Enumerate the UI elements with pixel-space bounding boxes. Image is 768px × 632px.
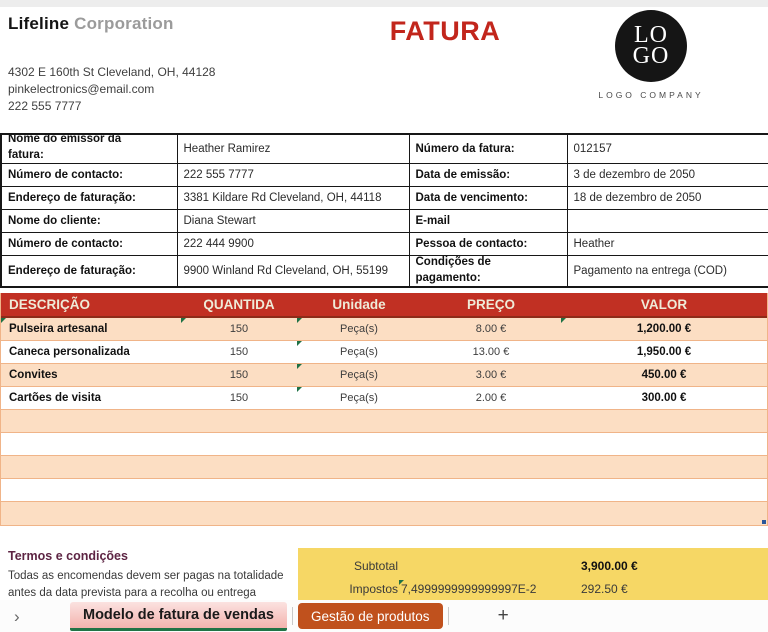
detail-value-due-date[interactable]: 18 de dezembro de 2050: [567, 187, 768, 210]
detail-label-invoice-number[interactable]: Número da fatura:: [409, 134, 567, 164]
tab-modelo-de-fatura-de-vendas[interactable]: Modelo de fatura de vendas: [70, 602, 287, 631]
product-description-cell[interactable]: [1, 318, 181, 340]
detail-value-invoice-number[interactable]: 012157: [567, 134, 768, 164]
product-unit-cell[interactable]: [297, 387, 421, 409]
product-value-cell[interactable]: [561, 387, 767, 409]
products-header-row: [1, 293, 767, 318]
product-quantity: 150: [229, 369, 249, 381]
detail-value-issue-date[interactable]: 3 de dezembro de 2050: [567, 164, 768, 187]
detail-value-payment-terms[interactable]: Pagamento na entrega (COD): [567, 256, 768, 288]
product-value-cell[interactable]: [561, 364, 767, 386]
empty-product-row[interactable]: [1, 456, 767, 479]
product-value-cell[interactable]: [561, 318, 767, 340]
error-triangle-icon: [181, 318, 186, 323]
product-description-cell[interactable]: [1, 387, 181, 409]
product-quantity: 150: [229, 392, 249, 404]
terms-line-1: Todas as encomendas devem ser pagas na totalidade: [8, 570, 284, 582]
detail-label-issue-date[interactable]: Data de emissão:: [409, 164, 567, 187]
header-unidade[interactable]: Unidade: [332, 297, 386, 312]
product-value: 1,950.00 €: [636, 346, 692, 358]
company-email: pinkelectronics@email.com: [8, 82, 155, 96]
error-triangle-icon: [297, 318, 302, 323]
detail-label-issuer[interactable]: Nome do emissor da fatura:: [1, 134, 177, 164]
products-table: [0, 293, 768, 526]
invoice-title[interactable]: FATURA: [389, 16, 501, 46]
tax-label[interactable]: Impostos: [349, 581, 398, 596]
detail-label-issuer-address[interactable]: Endereço de faturação:: [1, 187, 177, 210]
error-triangle-icon: [561, 318, 566, 323]
empty-product-row[interactable]: [1, 479, 767, 502]
product-quantity: 150: [229, 346, 249, 358]
product-price-cell[interactable]: [421, 318, 561, 340]
logo-circle-icon: [615, 10, 687, 82]
product-value: 1,200.00 €: [636, 323, 692, 335]
product-description: Pulseira artesanal: [9, 323, 108, 335]
error-triangle-icon: [297, 341, 302, 346]
detail-value-email[interactable]: [567, 210, 768, 233]
company-address-block[interactable]: [8, 64, 215, 115]
product-unit-cell[interactable]: [297, 364, 421, 386]
error-triangle-icon: [399, 580, 404, 585]
product-price: 3.00 €: [475, 369, 507, 381]
product-description: Cartões de visita: [9, 392, 102, 404]
product-price: 8.00 €: [475, 323, 507, 335]
product-row: [1, 387, 767, 410]
tab-gestao-de-produtos[interactable]: Gestão de produtos: [298, 603, 443, 629]
product-row: [1, 341, 767, 364]
terms-heading: Termos e condições: [8, 549, 128, 563]
product-value: 450.00 €: [641, 369, 687, 381]
product-unit: Peça(s): [340, 392, 378, 404]
subtotal-row: [298, 554, 768, 577]
empty-product-row[interactable]: [1, 433, 767, 456]
sheet-nav-chevron-icon[interactable]: ›: [14, 606, 20, 626]
logo-text-line2: GO: [632, 43, 670, 69]
detail-label-issuer-phone[interactable]: Número de contacto:: [1, 164, 177, 187]
company-street: 4302 E 160th St Cleveland, OH, 44128: [8, 65, 216, 79]
product-price: 2.00 €: [475, 392, 507, 404]
detail-value-client-address[interactable]: 9900 Winland Rd Cleveland, OH, 55199: [177, 256, 409, 288]
terms-section[interactable]: [8, 549, 296, 602]
error-triangle-icon: [1, 318, 6, 323]
product-value: 300.00 €: [641, 392, 687, 404]
detail-value-client-name[interactable]: Diana Stewart: [177, 210, 409, 233]
detail-value-issuer-address[interactable]: 3381 Kildare Rd Cleveland, OH, 44118: [177, 187, 409, 210]
product-unit: Peça(s): [340, 369, 378, 381]
invoice-details-table: [0, 133, 768, 288]
detail-value-issuer-phone[interactable]: 222 555 7777: [177, 164, 409, 187]
empty-product-row[interactable]: [1, 502, 767, 525]
product-price-cell[interactable]: [421, 341, 561, 363]
tax-value[interactable]: 292.50 €: [581, 581, 628, 596]
product-quantity: 150: [229, 323, 249, 335]
product-price-cell[interactable]: [421, 387, 561, 409]
tax-rate-cell[interactable]: [398, 582, 581, 596]
detail-label-email[interactable]: E-mail: [409, 210, 567, 233]
header-preco[interactable]: PREÇO: [466, 297, 515, 312]
product-unit-cell[interactable]: [297, 341, 421, 363]
detail-value-client-phone[interactable]: 222 444 9900: [177, 233, 409, 256]
product-unit: Peça(s): [340, 346, 378, 358]
logo-text-line1: LO: [634, 22, 668, 48]
product-price: 13.00 €: [472, 346, 510, 358]
subtotal-value[interactable]: 3,900.00 €: [581, 558, 638, 573]
error-triangle-icon: [297, 364, 302, 369]
tax-rate: 7,4999999999999997E-2: [401, 581, 537, 596]
header-descricao[interactable]: DESCRIÇÃO: [9, 297, 91, 312]
sheet-tab-bar: [0, 600, 768, 632]
subtotal-label[interactable]: Subtotal: [353, 558, 398, 573]
product-description-cell[interactable]: [1, 364, 181, 386]
company-phone: 222 555 7777: [8, 99, 82, 113]
detail-value-issuer[interactable]: Heather Ramirez: [177, 134, 409, 164]
detail-label-client-phone[interactable]: Número de contacto:: [1, 233, 177, 256]
company-name-primary: Lifeline: [8, 14, 70, 33]
add-sheet-button[interactable]: +: [497, 605, 509, 626]
totals-section: [298, 548, 768, 600]
detail-label-client-name[interactable]: Nome do cliente:: [1, 210, 177, 233]
product-description: Convites: [9, 369, 58, 381]
company-name[interactable]: [8, 14, 174, 34]
product-price-cell[interactable]: [421, 364, 561, 386]
detail-label-contact-person[interactable]: Pessoa de contacto:: [409, 233, 567, 256]
selection-handle[interactable]: [762, 520, 766, 524]
detail-label-client-address[interactable]: Endereço de faturação:: [1, 256, 177, 288]
tax-row: [298, 577, 768, 600]
product-description: Caneca personalizada: [9, 346, 130, 358]
terms-line-2: antes da data prevista para a recolha ou entrega: [8, 587, 257, 599]
company-logo: [593, 10, 709, 100]
window-top-edge: [0, 0, 768, 7]
product-row: [1, 364, 767, 387]
company-name-secondary: Corporation: [74, 14, 174, 33]
product-description-cell[interactable]: [1, 341, 181, 363]
tab-divider: [292, 607, 293, 625]
product-unit: Peça(s): [340, 323, 378, 335]
empty-product-row[interactable]: [1, 410, 767, 433]
product-quantity-cell[interactable]: [181, 318, 297, 340]
detail-value-contact-person[interactable]: Heather: [567, 233, 768, 256]
tab-divider: [448, 607, 449, 625]
error-triangle-icon: [297, 387, 302, 392]
header-valor[interactable]: VALOR: [640, 297, 688, 312]
product-row: [1, 318, 767, 341]
header-quantida[interactable]: QUANTIDA: [203, 297, 275, 312]
detail-label-payment-terms[interactable]: Condições de pagamento:: [409, 256, 567, 288]
product-quantity-cell[interactable]: [181, 387, 297, 409]
detail-label-due-date[interactable]: Data de vencimento:: [409, 187, 567, 210]
product-quantity-cell[interactable]: [181, 364, 297, 386]
product-unit-cell[interactable]: [297, 318, 421, 340]
product-value-cell[interactable]: [561, 341, 767, 363]
product-quantity-cell[interactable]: [181, 341, 297, 363]
logo-caption: LOGO COMPANY: [598, 90, 704, 100]
